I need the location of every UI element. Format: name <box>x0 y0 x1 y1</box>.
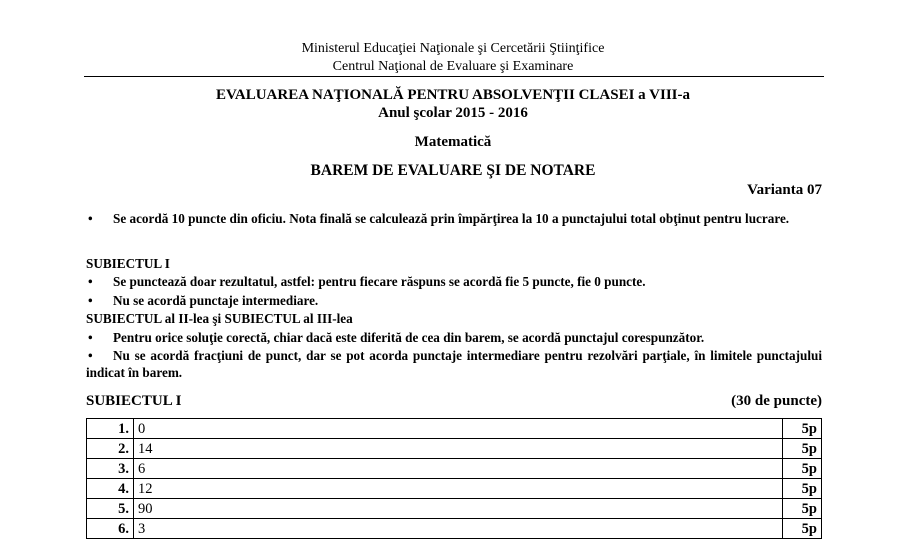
subiect23-rule-text: Nu se acordă fracţiuni de punct, dar se pot acorda punctaje intermediare pentru rezolvări parţiale, în limitele punctajului indicat în barem. <box>86 348 822 380</box>
subiect1-rule-text: Se punctează doar rezultatul, astfel: pentru fiecare răspuns se acordă fie 5 puncte, fie 0 puncte. <box>113 274 646 289</box>
bullet-icon: • <box>88 274 93 289</box>
bullet-icon: • <box>88 293 93 308</box>
question-number: 1. <box>87 419 134 439</box>
general-rule-text: Se acordă 10 puncte din oficiu. Nota finală se calculează prin împărţirea la 10 a punctajului total obţinut pentru lucrare. <box>113 211 790 226</box>
question-number: 2. <box>87 439 134 459</box>
answer-value: 3 <box>134 519 783 539</box>
subiect1-rules-heading: SUBIECTUL I <box>86 256 170 271</box>
bullet-icon: • <box>88 211 93 226</box>
subiect23-rule-text: Pentru orice soluţie corectă, chiar dacă este diferită de cea din barem, se acordă punctajul corespunzător. <box>113 330 705 345</box>
answer-value: 6 <box>134 459 783 479</box>
answer-value: 90 <box>134 499 783 519</box>
answer-points: 5p <box>783 519 822 539</box>
school-year: Anul şcolar 2015 - 2016 <box>378 105 528 121</box>
question-number: 4. <box>87 479 134 499</box>
subiect1-rule-text: Nu se acordă punctaje intermediare. <box>113 293 319 308</box>
table-row <box>87 419 822 439</box>
exam-title: EVALUAREA NAŢIONALĂ PENTRU ABSOLVENŢII CLASEI a VIII-a <box>215 87 691 103</box>
header-divider <box>84 76 824 77</box>
subiect23-rule <box>86 329 822 346</box>
answer-table <box>86 418 822 539</box>
answer-points: 5p <box>783 419 822 439</box>
answer-points: 5p <box>783 459 822 479</box>
table-row <box>87 439 822 459</box>
document-type: BAREM DE EVALUARE ŞI DE NOTARE <box>310 162 596 179</box>
answer-value: 12 <box>134 479 783 499</box>
question-number: 5. <box>87 499 134 519</box>
subiect23-rule <box>86 347 822 381</box>
bullet-icon: • <box>88 348 93 363</box>
subiect23-rules-heading: SUBIECTUL al II-lea şi SUBIECTUL al III-lea <box>86 311 353 326</box>
answer-value: 0 <box>134 419 783 439</box>
table-row <box>87 459 822 479</box>
question-number: 3. <box>87 459 134 479</box>
section-title: SUBIECTUL I <box>86 393 182 409</box>
table-row <box>87 519 822 539</box>
subject-name: Matematică <box>414 134 492 150</box>
question-number: 6. <box>87 519 134 539</box>
answer-points: 5p <box>783 499 822 519</box>
answer-points: 5p <box>783 479 822 499</box>
general-rule <box>86 210 822 227</box>
subiect1-rule <box>86 273 822 290</box>
table-row <box>87 499 822 519</box>
ministry-header: Ministerul Educaţiei Naţionale şi Cercetării Ştiinţifice <box>301 41 605 56</box>
section-points: (30 de puncte) <box>731 393 822 409</box>
variant-label: Varianta 07 <box>747 182 822 198</box>
answer-value: 14 <box>134 439 783 459</box>
answer-points: 5p <box>783 439 822 459</box>
table-row <box>87 479 822 499</box>
center-header: Centrul Naţional de Evaluare şi Examinare <box>332 59 574 74</box>
subiect1-rule <box>86 292 822 309</box>
bullet-icon: • <box>88 330 93 345</box>
